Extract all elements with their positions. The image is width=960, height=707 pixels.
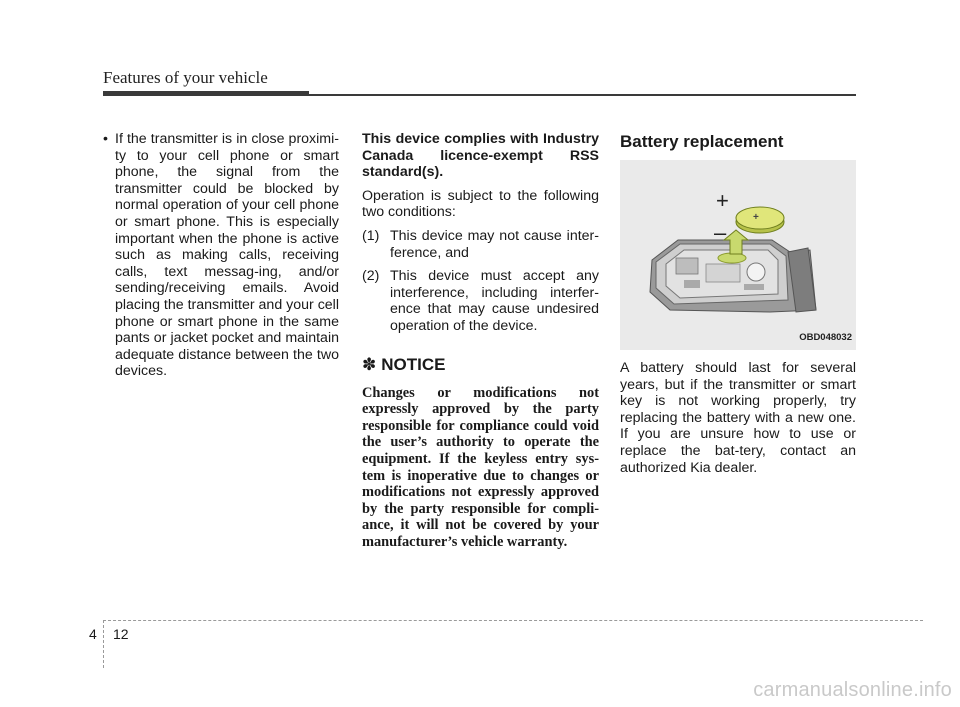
smart-key-battery-illustration [620, 160, 856, 350]
header-rule-thin [309, 94, 856, 96]
compliance-statement: This device complies with Industry Canada licence-exempt RSS standard(s). [362, 131, 599, 181]
footer-rule [103, 620, 923, 621]
condition-number: (2) [362, 268, 380, 285]
page-number: 12 [113, 626, 129, 642]
column-middle [362, 131, 599, 550]
notice-icon: ✽ [362, 354, 377, 374]
watermark: carmanualsonline.info [753, 679, 952, 701]
positive-polarity-label: + [716, 188, 729, 213]
operation-conditions-intro: Operation is subject to the following two conditions: [362, 187, 599, 221]
negative-polarity-label: – [714, 220, 727, 245]
column-left [103, 131, 339, 380]
figure-code: OBD048032 [799, 332, 852, 344]
notice-text: Changes or modifications not expressly approved by the party responsible for compliance could void the user’s authority to operate the equipment. If the keyless entry sys-tem is inoperative due to changes or modifications not expressly approved by the party responsible for compli-ance, it will not be covered by your manufacturer’s vehicle warranty. [362, 384, 599, 550]
footer-divider [103, 620, 104, 668]
section-header-title: Features of your vehicle [103, 68, 268, 87]
battery-replacement-title: Battery replacement [620, 132, 784, 151]
transmitter-warning-text: If the transmitter is in close proximi-ty to your cell phone or smart phone, the signal from the transmitter could be blocked by normal operation of your cell phone or smart phone. This is especially important when the phone is active such as making calls, receiving calls, text messag-ing, and/or sending/receiving emails. Avoid placing the transmitter and your cell phone or smart phone in the same pants or jacket pocket and maintain adequate distance between the two devices. [115, 131, 339, 380]
battery-replacement-text: A battery should last for several years, but if the transmitter or smart key is not working properly, try replacing the battery with a new one. If you are unsure how to use or replace the bat-tery, contact an authorized Kia dealer. [620, 360, 856, 476]
list-item [362, 268, 599, 334]
notice-heading [362, 355, 599, 375]
header-rule-thick [103, 91, 309, 96]
condition-number: (1) [362, 227, 380, 244]
column-right [620, 131, 856, 476]
condition-text: This device may not cause inter-ference, and [390, 227, 599, 261]
bullet-marker: • [103, 131, 108, 147]
notice-title: NOTICE [381, 354, 446, 374]
condition-text: This device must accept any interference, including interfer-ence that may cause undesired operation of the device. [390, 268, 599, 334]
battery-plus-label: + [753, 212, 759, 223]
list-item [103, 131, 339, 380]
list-item [362, 228, 599, 261]
chapter-number: 4 [89, 626, 97, 642]
battery-replacement-figure [620, 160, 856, 350]
